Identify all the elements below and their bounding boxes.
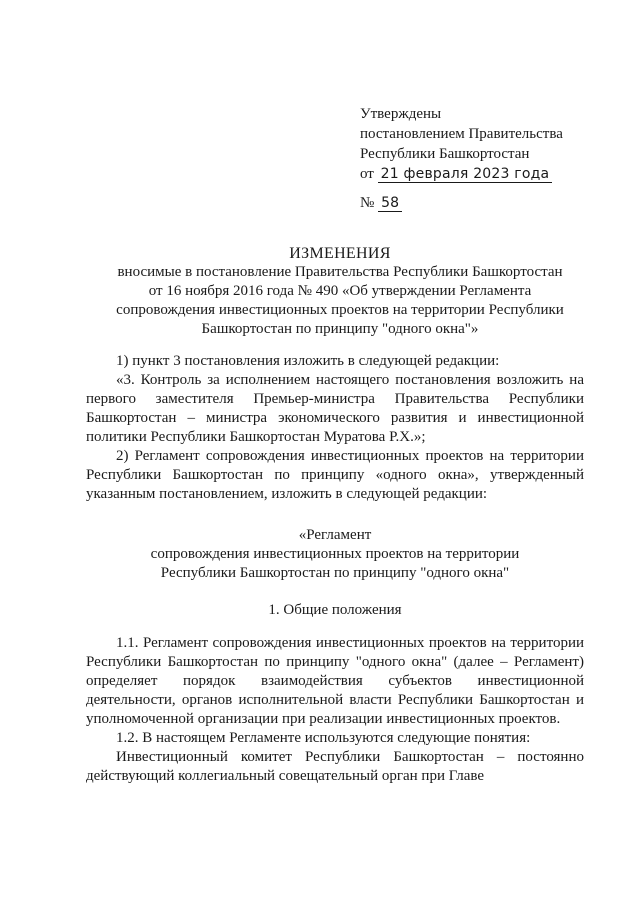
approval-line-2: постановлением Правительства: [360, 126, 563, 142]
paragraph-1-1: 1.1. Регламент сопровождения инвестиционных проектов на территории Республики Башкортостан по принципу "одного окна" (далее – Регламент) определяет порядок взаимодействия субъектов инвестиционной деятельности, органов исполнительной власти Республики Башкортостан и уполномоченной организации при реализации инвестиционных проектов.: [86, 635, 584, 727]
document-body: [86, 352, 584, 786]
paragraph-definition: Инвестиционный комитет Республики Башкортостан – постоянно действующий коллегиальный совещательный орган при Главе: [86, 749, 584, 784]
subtitle-line-3: сопровождения инвестиционных проектов на территории Республики: [116, 302, 564, 318]
document-title: ИЗМЕНЕНИЯ: [289, 245, 391, 262]
approval-line-1: Утверждены: [360, 106, 442, 122]
paragraph-1-2: 1.2. В настоящем Регламенте используются следующие понятия:: [116, 730, 531, 746]
approval-date: 21 февраля 2023 года: [378, 166, 553, 183]
subtitle-line-2: от 16 ноября 2016 года № 490 «Об утверждении Регламента: [148, 283, 532, 299]
approval-line-3: Республики Башкортостан: [360, 146, 530, 162]
item-1-quote: «3. Контроль за исполнением настоящего постановления возложить на первого заместителя Премьер-министра Правительства Республики Башкортостан – министра экономического развития и инвестиционной политики Республики Башкортостан Муратова Р.Х.»;: [86, 372, 584, 445]
approval-number: 58: [378, 195, 402, 212]
section-1-title: 1. Общие положения: [268, 602, 402, 618]
item-1: 1) пункт 3 постановления изложить в следующей редакции:: [116, 353, 500, 369]
approval-date-line: [360, 164, 620, 184]
subtitle-line-4: Башкортостан по принципу "одного окна"»: [201, 321, 479, 337]
subtitle-line-1: вносимые в постановление Правительства Республики Башкортостан: [117, 264, 563, 280]
regulation-title-line-1: «Регламент: [298, 527, 372, 543]
date-prefix: от: [360, 166, 374, 182]
approval-stamp: [360, 104, 620, 213]
number-prefix: №: [360, 195, 375, 211]
approval-number-line: [360, 193, 620, 213]
regulation-title-line-2: сопровождения инвестиционных проектов на территории: [150, 546, 520, 562]
regulation-title: [86, 526, 584, 583]
item-2: 2) Регламент сопровождения инвестиционных проектов на территории Республики Башкортостан по принципу «одного окна», утвержденный указанным постановлением, изложить в следующей редакции:: [86, 448, 584, 502]
regulation-title-line-3: Республики Башкортостан по принципу "одного окна": [160, 565, 510, 581]
document-header: [80, 244, 600, 339]
